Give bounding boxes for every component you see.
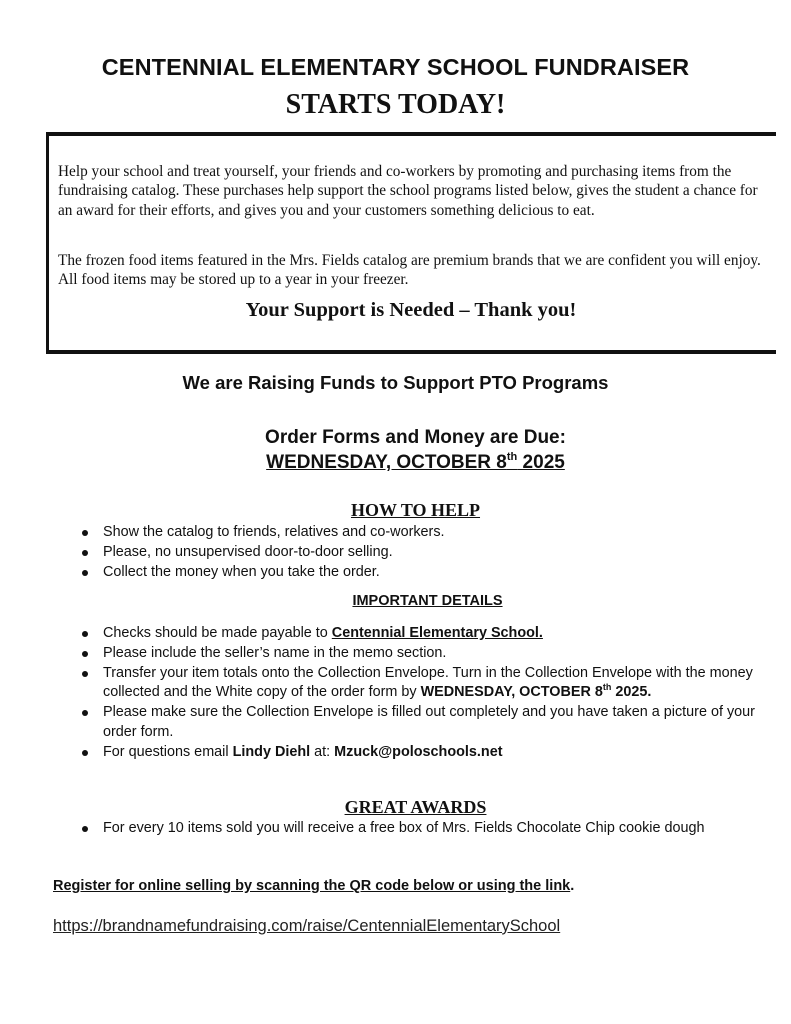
list-item: Collect the money when you take the order. [78, 563, 778, 583]
checks-payee: Centennial Elementary School. [331, 625, 543, 641]
registration-link[interactable]: https://brandnamefundraising.com/raise/CentennialElementarySchool [53, 917, 561, 935]
register-text: Register for online selling by scanning the QR code below or using the link [53, 878, 571, 894]
transfer-text: Transfer your item totals onto the Collection Envelope. Turn in the Collection Envelope with the money collected and the White copy of the order form by [103, 664, 753, 701]
list-item-checks [78, 624, 778, 644]
transfer-date-year: 2025. [611, 684, 652, 701]
transfer-date [421, 684, 652, 700]
due-date-text: WEDNESDAY, OCTOBER 8 [266, 452, 507, 473]
list-item: For every 10 items sold you will receive a free box of Mrs. Fields Chocolate Chip cookie dough [78, 819, 788, 839]
list-item-memo: Please include the seller’s name in the memo section. [78, 644, 778, 664]
due-date-year: 2025 [517, 452, 565, 473]
transfer-date-suffix: th [602, 682, 612, 693]
intro-paragraph-1: Help your school and treat yourself, your friends and co-workers by promoting and purchasing items from the fundraising catalog. These purchases help support the school programs listed below, gives the student a chance for an award for their efforts, and gives you and your customers something delicious to eat. [58, 163, 758, 219]
list-item-transfer [78, 664, 778, 704]
list-item: Show the catalog to friends, relatives and co-workers. [78, 523, 778, 543]
transfer-date-text: WEDNESDAY, OCTOBER 8 [420, 684, 603, 701]
how-to-help-list [78, 523, 778, 582]
page-subtitle: STARTS TODAY! [285, 89, 506, 120]
contact-email[interactable]: Mzuck@poloschools.net [334, 743, 503, 760]
list-item-questions [78, 743, 778, 763]
great-awards-heading: GREAT AWARDS [344, 797, 487, 817]
important-details-heading: IMPORTANT DETAILS [352, 593, 503, 609]
contact-name: Lindy Diehl [232, 743, 311, 760]
support-line: Your Support is Needed – Thank you! [245, 299, 577, 321]
due-date-suffix: th [506, 451, 518, 463]
page-title: CENTENNIAL ELEMENTARY SCHOOL FUNDRAISER [101, 54, 690, 80]
due-date [0, 452, 791, 474]
list-item: Please, no unsupervised door-to-door selling. [78, 543, 778, 563]
important-details-list [78, 624, 778, 763]
how-to-help-heading: HOW TO HELP [350, 500, 481, 520]
great-awards-list [78, 819, 788, 839]
questions-mid: at: [310, 743, 335, 760]
checks-prefix: Checks should be made payable to [103, 625, 332, 641]
raising-funds-heading: We are Raising Funds to Support PTO Programs [182, 372, 609, 393]
due-label: Order Forms and Money are Due: [265, 427, 566, 448]
questions-prefix: For questions email [103, 743, 233, 760]
register-instruction [53, 878, 574, 894]
list-item-envelope: Please make sure the Collection Envelope is filled out completely and you have taken a picture of your order form. [78, 703, 778, 743]
register-trailing: . [570, 878, 575, 894]
intro-paragraph-2: The frozen food items featured in the Mrs. Fields catalog are premium brands that we are confident you will enjoy. All food items may be stored up to a year in your freezer. [58, 252, 761, 289]
